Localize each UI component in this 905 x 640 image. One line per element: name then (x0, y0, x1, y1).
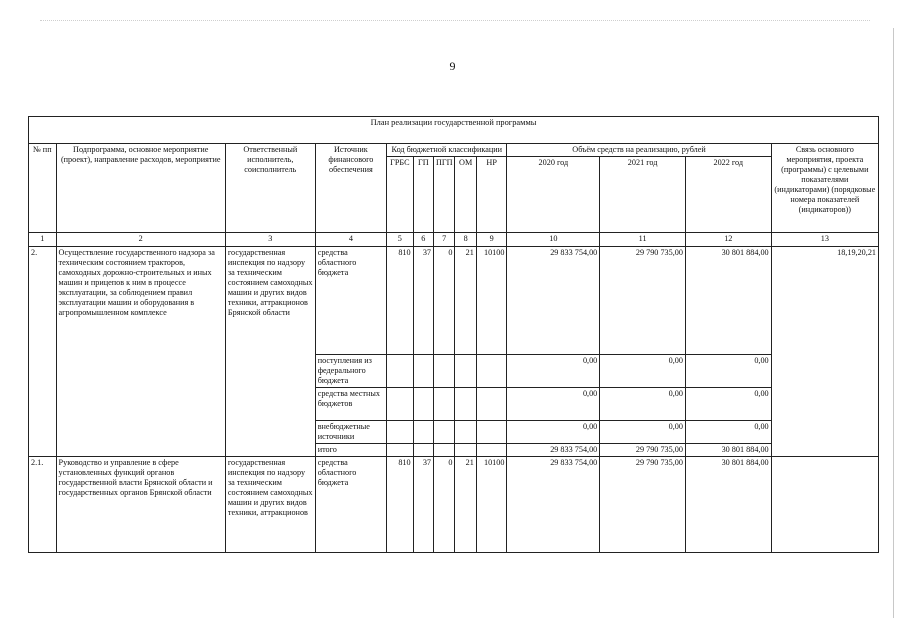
page-number: 9 (449, 59, 456, 73)
row-num: 2.1. (29, 457, 57, 553)
row-2020: 0,00 (507, 388, 600, 421)
row-om (455, 444, 476, 457)
row-source: итого (315, 444, 386, 457)
row-source: поступления из федерального бюджета (315, 355, 386, 388)
column-number: 8 (455, 233, 476, 247)
row-program: Осуществление государственного надзора за техническим состоянием тракторов, самоходных дорожно-строительных и иных машин и прицепов к ним в процессе эксплуатации, за соблюдением правил эксплуатации машин и оборудования в агропромышленном комплексе (56, 247, 225, 457)
header-volume: Объём средств на реализацию, рублей (507, 144, 771, 157)
row-grbs (387, 355, 414, 388)
row-responsible: государственная инспекция по надзору за техническим состоянием самоходных машин и других видов техники, аттракционов Брянской области (225, 247, 315, 457)
header-2022: 2022 год (685, 157, 771, 233)
row-2022: 30 801 884,00 (685, 444, 771, 457)
row-gp: 37 (413, 457, 433, 553)
row-2020: 0,00 (507, 421, 600, 444)
header-grbs: ГРБС (387, 157, 414, 233)
header-np: НР (476, 157, 507, 233)
row-om: 21 (455, 247, 476, 355)
column-number: 11 (600, 233, 686, 247)
header-program: Подпрограмма, основное мероприятие (проект), направление расходов, мероприятие (56, 144, 225, 233)
table-title-row (29, 117, 879, 144)
row-source: внебюджетные источники (315, 421, 386, 444)
row-2021: 29 790 735,00 (600, 444, 686, 457)
column-number: 4 (315, 233, 386, 247)
header-source: Источник финансового обеспечения (315, 144, 386, 233)
row-np: 10100 (476, 457, 507, 553)
header-responsible: Ответственный исполнитель, соисполнитель (225, 144, 315, 233)
row-source: средства областного бюджета (315, 247, 386, 355)
column-number: 13 (771, 233, 878, 247)
header-row (29, 144, 879, 157)
row-program: Руководство и управление в сфере установленных функций органов государственной власти Брянской области и государственных органов Брянской области (56, 457, 225, 553)
column-number: 3 (225, 233, 315, 247)
header-budget-code: Код бюджетной классификации (387, 144, 507, 157)
row-grbs: 810 (387, 247, 414, 355)
row-2022: 0,00 (685, 388, 771, 421)
row-gp: 37 (413, 247, 433, 355)
row-2022: 0,00 (685, 355, 771, 388)
row-2021: 0,00 (600, 388, 686, 421)
row-gp (413, 388, 433, 421)
row-pgp: 0 (434, 457, 455, 553)
scan-dotted-line (40, 20, 870, 22)
program-plan-table (28, 116, 879, 553)
row-gp (413, 444, 433, 457)
row-2021: 29 790 735,00 (600, 457, 686, 553)
row-2020: 29 833 754,00 (507, 444, 600, 457)
row-om (455, 355, 476, 388)
column-number: 5 (387, 233, 414, 247)
row-2020: 0,00 (507, 355, 600, 388)
row-2022: 30 801 884,00 (685, 457, 771, 553)
row-om (455, 421, 476, 444)
row-pgp (434, 444, 455, 457)
column-number: 2 (56, 233, 225, 247)
row-gp (413, 355, 433, 388)
header-gp: ГП (413, 157, 433, 233)
column-number: 10 (507, 233, 600, 247)
row-2021: 29 790 735,00 (600, 247, 686, 355)
row-link (771, 457, 878, 553)
row-link: 18,19,20,21 (771, 247, 878, 457)
row-grbs: 810 (387, 457, 414, 553)
row-np (476, 444, 507, 457)
header-om: ОМ (455, 157, 476, 233)
row-pgp: 0 (434, 247, 455, 355)
row-om (455, 388, 476, 421)
column-number-row (29, 233, 879, 247)
table-title: План реализации государственной программы (29, 117, 879, 144)
row-pgp (434, 388, 455, 421)
row-np (476, 355, 507, 388)
row-grbs (387, 444, 414, 457)
row-2022: 30 801 884,00 (685, 247, 771, 355)
row-grbs (387, 421, 414, 444)
column-number: 12 (685, 233, 771, 247)
header-num: № пп (29, 144, 57, 233)
row-source: средства местных бюджетов (315, 388, 386, 421)
row-2022: 0,00 (685, 421, 771, 444)
row-np (476, 388, 507, 421)
row-gp (413, 421, 433, 444)
column-number: 6 (413, 233, 433, 247)
page-edge-line (893, 28, 894, 618)
header-link: Связь основного мероприятия, проекта (программы) с целевыми показателями (индикаторами) (порядковые номера показателей (индикаторов)) (771, 144, 878, 233)
row-om: 21 (455, 457, 476, 553)
row-source: средства областного бюджета (315, 457, 386, 553)
header-pgp: ПГП (434, 157, 455, 233)
row-2020: 29 833 754,00 (507, 457, 600, 553)
row-2021: 0,00 (600, 355, 686, 388)
row-num: 2. (29, 247, 57, 457)
column-number: 9 (476, 233, 507, 247)
column-number: 7 (434, 233, 455, 247)
column-number: 1 (29, 233, 57, 247)
row-grbs (387, 388, 414, 421)
row-2020: 29 833 754,00 (507, 247, 600, 355)
row-pgp (434, 355, 455, 388)
header-2021: 2021 год (600, 157, 686, 233)
row-2021: 0,00 (600, 421, 686, 444)
table-row (29, 457, 879, 553)
row-pgp (434, 421, 455, 444)
header-2020: 2020 год (507, 157, 600, 233)
table-row (29, 247, 879, 355)
row-responsible: государственная инспекция по надзору за техническим состоянием самоходных машин и других видов техники, аттракционов (225, 457, 315, 553)
row-np (476, 421, 507, 444)
row-np: 10100 (476, 247, 507, 355)
